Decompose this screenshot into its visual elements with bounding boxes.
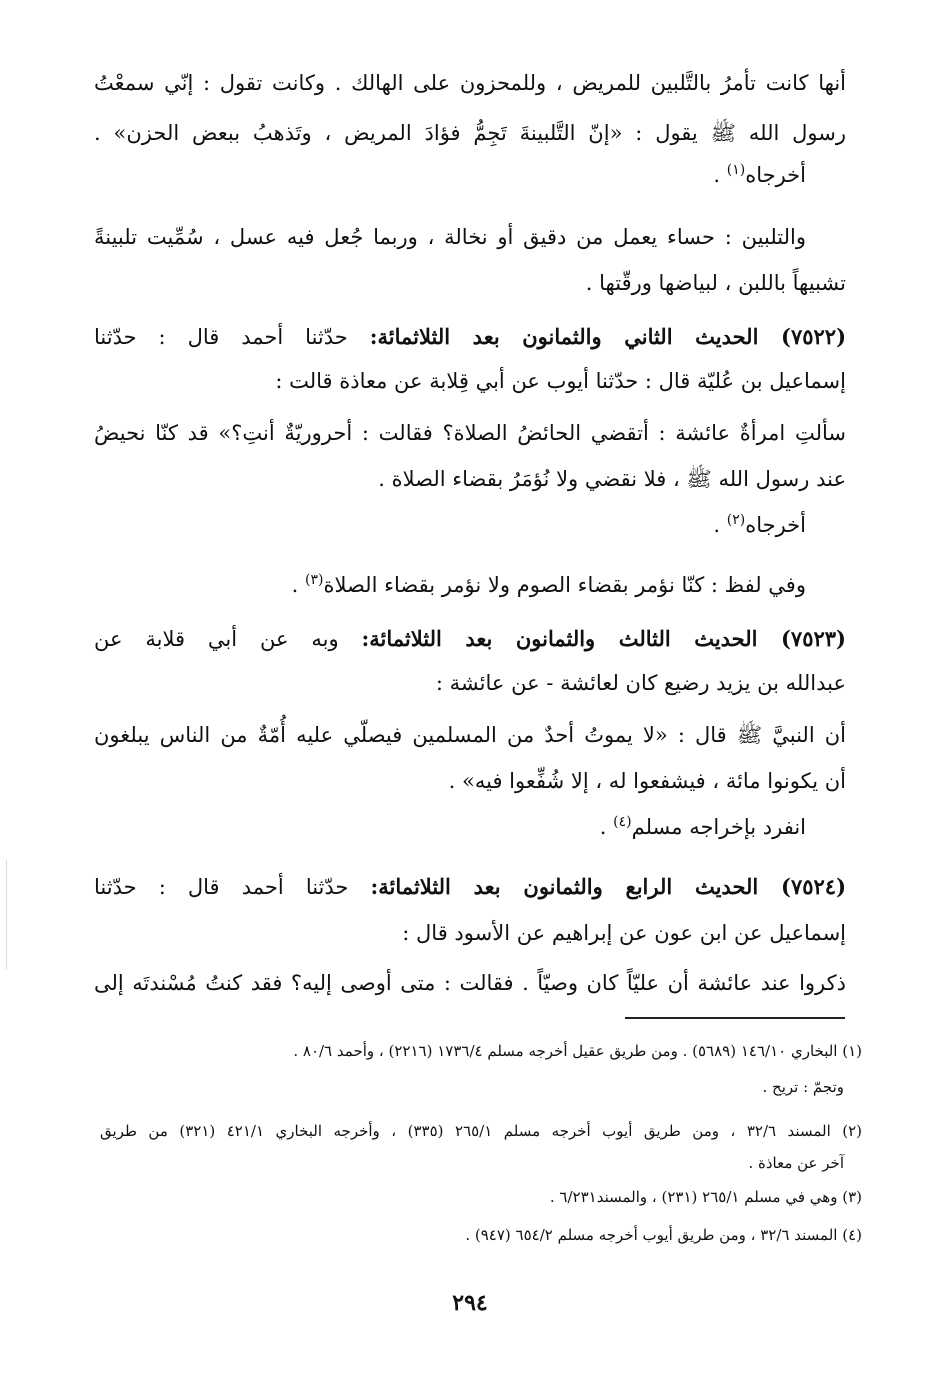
hadith-heading	[94, 322, 846, 352]
citation-text: أخرجاه	[745, 513, 806, 537]
footnote-4: (٤) المسند ٣٢/٦ ، ومن طريق أيوب أخرجه مسلم ٦٥٤/٢ (٩٤٧) .	[465, 1226, 862, 1244]
text-line: عند رسول الله ﷺ ، فلا نقضي ولا نُؤمَرُ بقضاء الصلاة .	[378, 467, 846, 491]
text-line: إسماعيل بن عُليّة قال : حدّثنا أيوب عن أبي قِلابة عن معاذة قالت :	[275, 369, 846, 393]
hadith-heading-title: (٧٥٢٢) الحديث الثاني والثمانون بعد الثلاثمائة:	[369, 324, 846, 349]
text-line: سألتِ امرأةٌ عائشة : أتقضي الحائضُ الصلاة؟ فقالت : أحروريّةٌ أنتِ؟» قد كنّا نحيضُ	[94, 421, 846, 445]
citation-line: أخرجاه$^{(١)}$ .	[713, 162, 806, 187]
text-line: إسماعيل عن ابن عون عن إبراهيم عن الأسود قال :	[402, 921, 846, 945]
hadith-heading-chain: حدّثنا أحمد قال : حدّثنا	[94, 875, 349, 899]
hadith-heading-chain: وبه عن أبي قلابة عن	[94, 627, 339, 651]
footnote-ref: (٤)	[613, 814, 632, 830]
footnote-ref: (٢)	[726, 512, 746, 528]
page-number: ٢٩٤	[452, 1290, 488, 1316]
footnote-ref: (٣)	[304, 572, 324, 588]
footnote-2-continued: آخر عن معاذة .	[748, 1154, 844, 1172]
footnote-2: (٢) المسند ٣٢/٦ ، ومن طريق أيوب أخرجه مسلم ٢٦٥/١ (٣٣٥) ، وأخرجه البخاري ٤٢١/١ (٣٢١) من طريق	[100, 1122, 863, 1140]
text-line: أنها كانت تأمرُ بالتَّلبين للمريض ، وللمحزون على الهالك . وكانت تقول : إنّي سمعْتُ	[94, 71, 846, 95]
footnote-3: (٣) وهي في مسلم ٢٦٥/١ (٢٣١) ، والمسند٦/٢٣١ .	[549, 1188, 862, 1206]
footnote-1: (١) البخاري ١٤٦/١٠ (٥٦٨٩) . ومن طريق عقيل أخرجه مسلم ١٧٣٦/٤ (٢٢١٦) ، وأحمد ٨٠/٦ .	[293, 1042, 862, 1060]
text-line: تشبيهاً باللبن ، لبياضها ورقّتها .	[585, 271, 846, 295]
citation-line: أخرجاه$^{(٢)}$ .	[713, 512, 806, 537]
text-line: أن يكونوا مائة ، فيشفعوا له ، إلا شُفِّعوا فيه» .	[448, 769, 846, 793]
footnote-ref: (١)	[726, 162, 746, 178]
text-line: أن النبيَّ ﷺ قال : «لا يموتُ أحدٌ من المسلمين فيصلّي عليه أُمّةٌ من الناس يبلغون	[94, 723, 846, 747]
text-line: ذكروا عند عائشة أن عليّاً كان وصيّاً . فقالت : متى أوصى إليه؟ فقد كنتُ مُسْندتَه إلى	[94, 971, 846, 995]
citation-line: انفرد بإخراجه مسلم$^{(٤)}$ .	[599, 814, 806, 839]
text-line: وفي لفظ : كنّا نؤمر بقضاء الصوم ولا نؤمر بقضاء الصلاة$^{(٣)}$ .	[291, 572, 806, 597]
hadith-heading	[94, 624, 846, 654]
text-line: رسول الله ﷺ يقول : «إنّ التَّلبينةَ تَجِمُّ فؤادَ المريض ، وتَذهبُ ببعض الحزن» .	[94, 121, 846, 145]
hadith-heading-title: (٧٥٢٤) الحديث الرابع والثمانون بعد الثلاثمائة:	[370, 874, 846, 899]
citation-text: أخرجاه	[745, 163, 806, 187]
footnote-1-gloss: وتجمّ : تريح .	[762, 1078, 844, 1096]
scan-edge-mark	[6, 860, 7, 970]
variant-text: وفي لفظ : كنّا نؤمر بقضاء الصوم ولا نؤمر بقضاء الصلاة	[323, 573, 806, 597]
citation-text: انفرد بإخراجه مسلم	[631, 815, 806, 839]
hadith-heading-chain: حدّثنا أحمد قال : حدّثنا	[94, 325, 348, 349]
text-line: والتلبين : حساء يعمل من دقيق أو نخالة ، وربما جُعل فيه عسل ، سُمِّيت تلبينةً	[94, 225, 806, 249]
hadith-heading-title: (٧٥٢٣) الحديث الثالث والثمانون بعد الثلاثمائة:	[361, 626, 846, 651]
hadith-heading	[94, 872, 846, 902]
text-line: عبدالله بن يزيد رضيع كان لعائشة - عن عائشة :	[435, 671, 846, 695]
footnote-divider	[625, 1017, 845, 1019]
